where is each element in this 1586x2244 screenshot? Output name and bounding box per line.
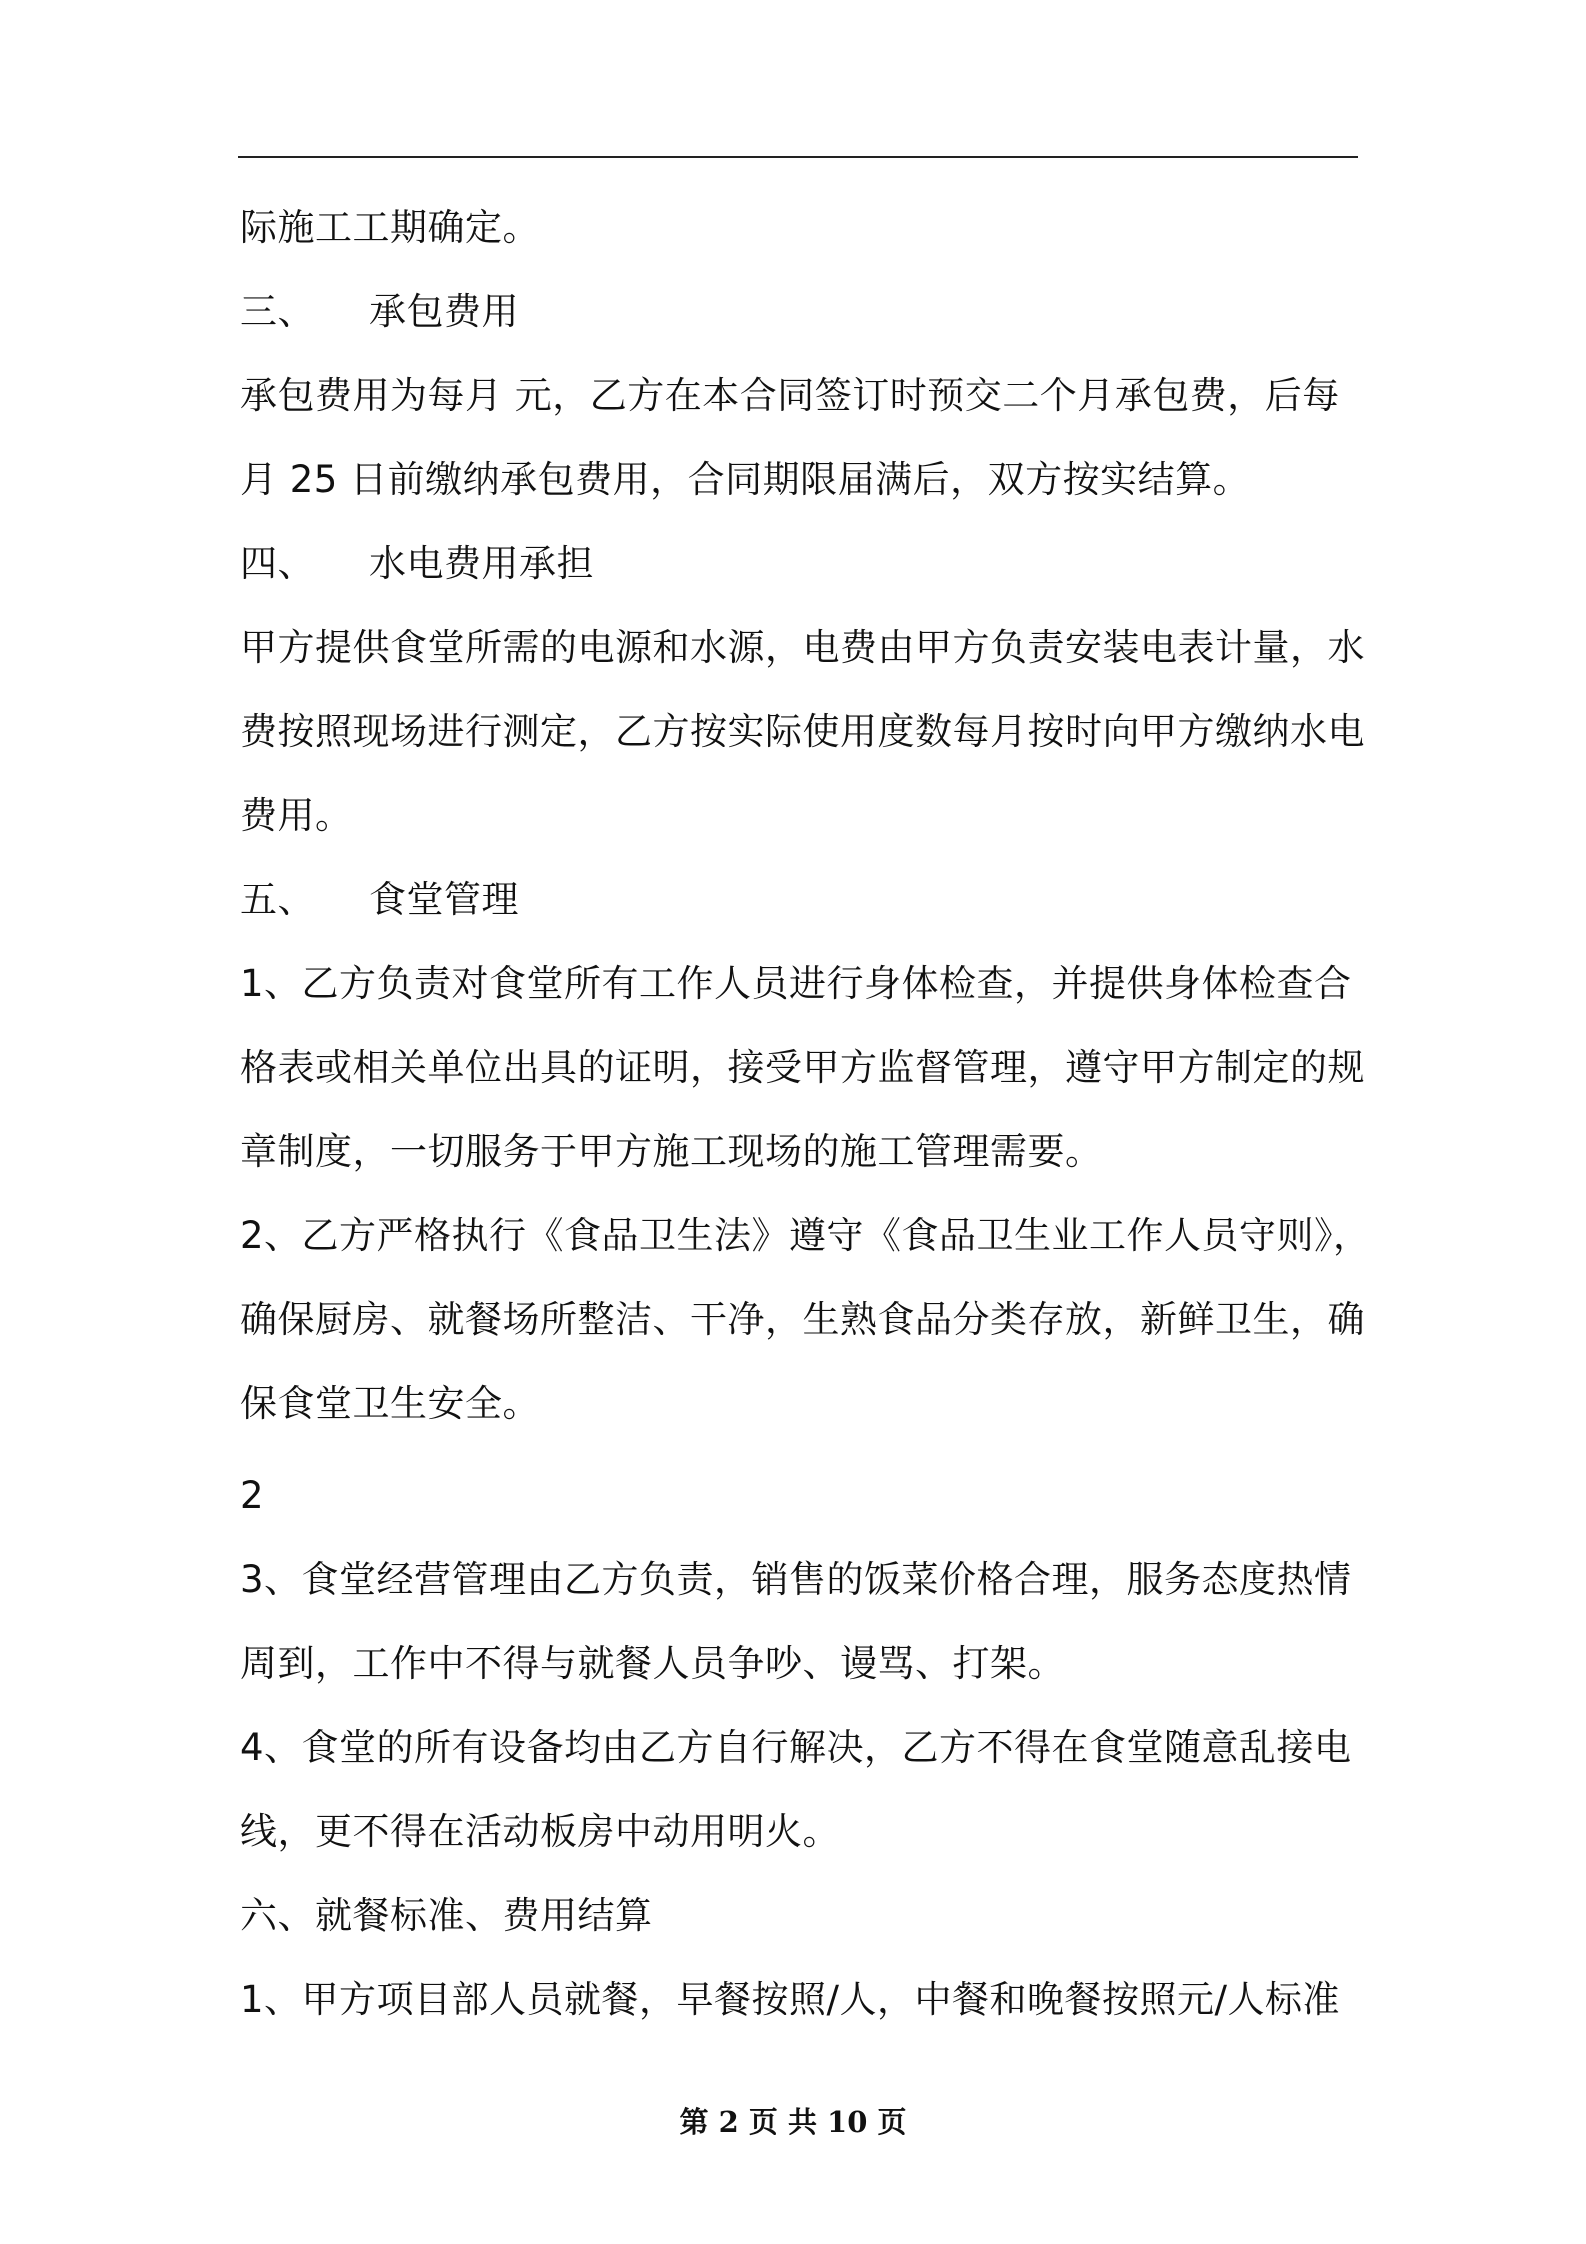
section-number: 五、: [240, 878, 315, 921]
paragraph-line: 章制度，一切服务于甲方施工现场的施工管理需要。: [240, 1130, 1103, 1173]
paragraph-line: 甲方提供食堂所需的电源和水源，电费由甲方负责安装电表计量，水: [240, 626, 1365, 669]
paragraph-line: 4、食堂的所有设备均由乙方自行解决，乙方不得在食堂随意乱接电: [240, 1726, 1352, 1769]
paragraph-line: 2、乙方严格执行《食品卫生法》遵守《食品卫生业工作人员守则》，: [240, 1214, 1371, 1257]
paragraph-line: 际施工工期确定。: [240, 206, 540, 249]
paragraph-line: 3、食堂经营管理由乙方负责，销售的饭菜价格合理，服务态度热情: [240, 1558, 1352, 1601]
section-title: 承包费用: [369, 290, 519, 333]
section-title: 食堂管理: [369, 878, 519, 921]
section-heading-6: 六、就餐标准、费用结算: [240, 1894, 653, 1937]
paragraph-line: 费用。: [240, 794, 353, 837]
section-number: 三、: [240, 290, 315, 333]
section-heading-5: [240, 858, 1360, 942]
paragraph-line: 承包费用为每月 元，乙方在本合同签订时预交二个月承包费，后每: [240, 374, 1340, 417]
paragraph-line: 格表或相关单位出具的证明，接受甲方监督管理，遵守甲方制定的规: [240, 1046, 1365, 1089]
paragraph-line: 费按照现场进行测定，乙方按实际使用度数每月按时向甲方缴纳水电: [240, 710, 1365, 753]
section-title: 水电费用承担: [369, 542, 594, 585]
header-rule: [238, 156, 1358, 158]
section-heading-3: [240, 270, 1360, 354]
section-heading-4: [240, 522, 1360, 606]
paragraph-line: 线，更不得在活动板房中动用明火。: [240, 1810, 840, 1853]
document-body: [240, 186, 1371, 2042]
paragraph-line: 月 25 日前缴纳承包费用，合同期限届满后，双方按实结算。: [240, 458, 1251, 501]
paragraph-line: 1、乙方负责对食堂所有工作人员进行身体检查，并提供身体检查合: [240, 962, 1352, 1005]
paragraph-line: 1、甲方项目部人员就餐，早餐按照/人，中餐和晚餐按照元/人标准: [240, 1978, 1340, 2021]
page-footer: 第 2 页 共 10 页: [679, 2105, 907, 2139]
paragraph-line: 周到，工作中不得与就餐人员争吵、谩骂、打架。: [240, 1642, 1065, 1685]
inline-page-marker: 2: [240, 1474, 265, 1517]
paragraph-line: 保食堂卫生安全。: [240, 1382, 540, 1425]
section-number: 四、: [240, 542, 315, 585]
paragraph-line: 确保厨房、就餐场所整洁、干净，生熟食品分类存放，新鲜卫生，确: [240, 1298, 1365, 1341]
